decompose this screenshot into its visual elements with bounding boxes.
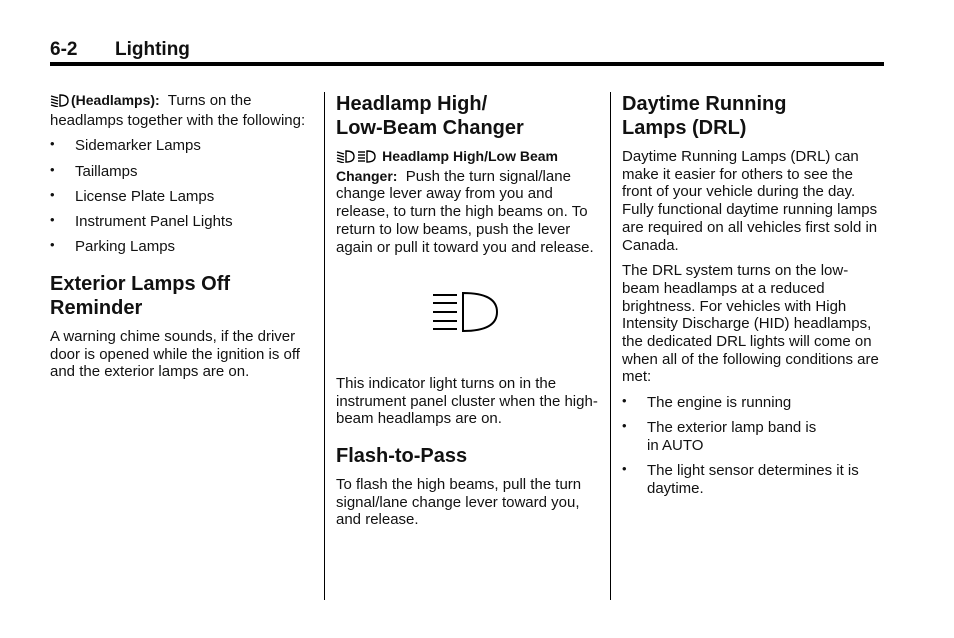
- page-number: 6-2: [50, 39, 78, 60]
- column-2: [336, 92, 598, 537]
- column-1: [50, 92, 312, 389]
- drl-paragraph-2: The DRL system turns on the low-beam headlamps at a reduced brightness. For vehicles with High Intensity Discharge (HID) headlamps, the dedicated DRL lights will come on when all of the following conditions are met:: [622, 262, 879, 386]
- exterior-lamps-heading: Exterior Lamps Off Reminder: [50, 272, 231, 319]
- list-item: • Taillamps: [50, 161, 138, 180]
- high-low-beam-text: Push the turn signal/lane change lever away from you and release, to turn the high beams on. To return to low beams, push the lever again or pull it toward you and release.: [336, 167, 594, 256]
- list-item: • Instrument Panel Lights: [50, 212, 233, 231]
- headlamps-paragraph: [50, 92, 312, 129]
- headlamps-label: (Headlamps):: [71, 92, 160, 108]
- drl-heading: Daytime Running Lamps (DRL): [622, 93, 787, 139]
- high-low-beam-heading: Headlamp High/ Low-Beam Changer: [336, 93, 524, 139]
- page-header: [50, 39, 884, 63]
- list-item: • License Plate Lamps: [50, 186, 215, 205]
- high-low-beam-label: Headlamp High/Low Beam Changer:: [336, 148, 558, 184]
- drl-conditions: [622, 394, 884, 498]
- indicator-paragraph: This indicator light turns on in the instrument panel cluster when the high-beam headlamps are on.: [336, 374, 598, 428]
- list-item: • Parking Lamps: [50, 237, 176, 256]
- header-rule: [50, 62, 884, 66]
- high-low-beam-paragraph: [336, 148, 598, 256]
- headlamps-text: Turns on the headlamps together with the following:: [50, 92, 306, 129]
- column-divider: [324, 92, 325, 600]
- low-beam-icon: [50, 94, 69, 112]
- high-beam-icon: [357, 150, 376, 168]
- column-3: [622, 92, 884, 505]
- list-item: • The light sensor determines it is daytime.: [622, 461, 859, 497]
- exterior-lamps-body: A warning chime sounds, if the driver door is opened while the ignition is off and the exterior lamps are on.: [50, 327, 300, 381]
- headlamp-bullets: [50, 137, 312, 256]
- section-title: Lighting: [115, 39, 190, 60]
- flash-to-pass-body: To flash the high beams, pull the turn signal/lane change lever toward you, and release.: [336, 476, 582, 529]
- column-divider: [610, 92, 611, 600]
- list-item: • The exterior lamp band is in AUTO: [622, 418, 817, 455]
- high-beam-icon: [336, 150, 355, 168]
- list-item: • Sidemarker Lamps: [50, 136, 201, 155]
- flash-to-pass-heading: Flash-to-Pass: [336, 445, 468, 468]
- drl-paragraph-1: Daytime Running Lamps (DRL) can make it easier for others to see the front of your vehicle during the day. Fully functional daytime running lamps are required on all vehicles first sold in Canada.: [622, 148, 878, 254]
- list-item: • The engine is running: [622, 393, 792, 412]
- high-beam-indicator-icon: [431, 290, 598, 339]
